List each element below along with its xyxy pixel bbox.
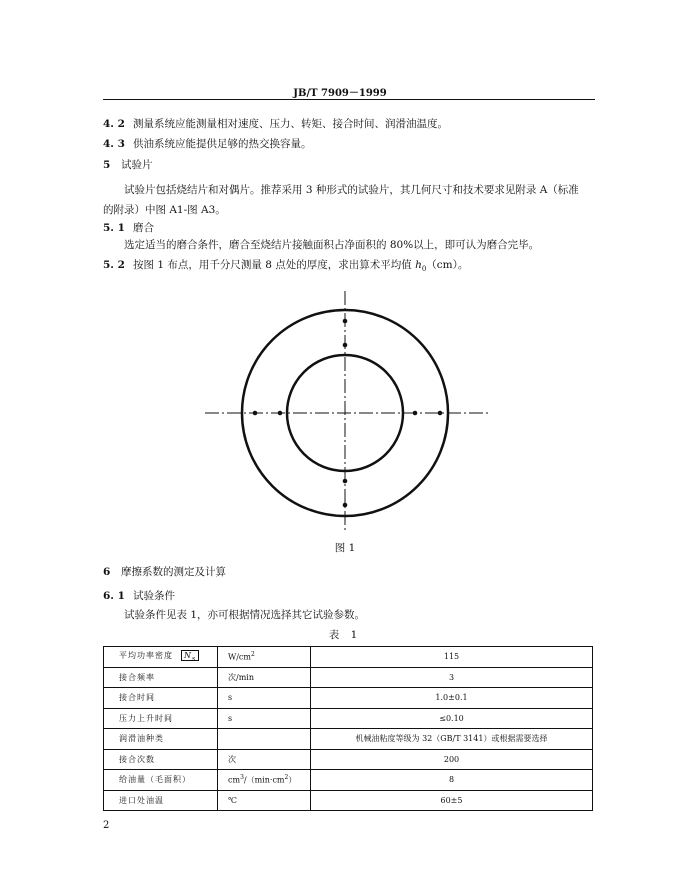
ns-letter: N xyxy=(184,651,192,661)
value-cell: 1.0±0.1 xyxy=(311,688,593,709)
measurement-point xyxy=(343,343,348,348)
row-name: 接合时间 xyxy=(104,688,218,709)
value-cell: 8 xyxy=(311,770,593,791)
measurement-point xyxy=(438,411,443,416)
section-5-1 xyxy=(103,220,154,235)
row-name: 润滑油种类 xyxy=(104,729,218,750)
measurement-point xyxy=(413,411,418,416)
value-cell: 115 xyxy=(311,647,593,668)
section-number: 5. 1 xyxy=(103,222,125,234)
section-number: 4. 3 xyxy=(103,138,125,150)
table-caption: 表 1 xyxy=(328,629,362,641)
variable-h: h xyxy=(415,259,422,271)
paragraph-5-line2: 的附录）中图 A1-图 A3。 xyxy=(103,204,226,216)
table-row xyxy=(104,790,593,811)
ns-subscript: s xyxy=(192,656,197,664)
measurement-point xyxy=(343,479,348,484)
header-rule xyxy=(103,99,595,100)
ns-symbol xyxy=(181,650,199,664)
row-name-cell xyxy=(104,647,218,668)
unit xyxy=(218,729,311,750)
unit: s xyxy=(218,708,311,729)
row-name: 给油量（毛面积） xyxy=(104,770,218,791)
value-cell: ≤0.10 xyxy=(311,708,593,729)
table-row xyxy=(104,749,593,770)
table-row xyxy=(104,770,593,791)
variable-subscript: 0 xyxy=(421,265,427,274)
section-text: 按图 1 布点，用千分尺测量 8 点处的厚度，求出算术平均值 xyxy=(133,259,416,271)
unit-part: cm xyxy=(228,775,241,785)
row-name: 平均功率密度 xyxy=(119,651,173,661)
section-6-1 xyxy=(103,588,175,603)
row-name: 接合次数 xyxy=(104,749,218,770)
section-text: 磨合 xyxy=(133,222,154,234)
unit: ℃ xyxy=(218,790,311,811)
measurement-point xyxy=(343,319,348,324)
unit-superscript: 2 xyxy=(250,651,255,659)
section-text: 供油系统应能提供足够的热交换容量。 xyxy=(133,138,312,150)
header-standard-code: JB/T 7909－1999 xyxy=(293,88,387,99)
page-number: 2 xyxy=(103,820,110,831)
section-6-heading xyxy=(103,564,226,579)
section-number: 4. 2 xyxy=(103,118,125,130)
unit: s xyxy=(218,688,311,709)
section-4-3 xyxy=(103,136,312,151)
figure-caption: 图 1 xyxy=(334,542,356,554)
table-row xyxy=(104,708,593,729)
test-conditions-table xyxy=(103,646,593,811)
value-cell: 机械油粘度等级为 32（GB/T 3141）或根据需要选择 xyxy=(311,729,593,750)
row-name: 压力上升时间 xyxy=(104,708,218,729)
value-cell: 200 xyxy=(311,749,593,770)
value-cell: 60±5 xyxy=(311,790,593,811)
section-text: 测量系统应能测量相对速度、压力、转矩、接合时间、润滑油温度。 xyxy=(133,118,448,130)
table-row xyxy=(104,688,593,709)
section-number: 5. 2 xyxy=(103,259,125,271)
section-number: 6. 1 xyxy=(103,590,125,602)
value-cell: 3 xyxy=(311,667,593,688)
unit-superscript: 2 xyxy=(284,773,289,781)
unit-cell xyxy=(218,647,311,668)
row-name: 进口处油温 xyxy=(104,790,218,811)
figure-1-ring-diagram xyxy=(195,285,495,535)
section-text: 摩擦系数的测定及计算 xyxy=(121,566,226,578)
section-number: 6 xyxy=(103,566,111,578)
section-text-end: （cm）。 xyxy=(426,259,469,271)
row-name: 接合频率 xyxy=(104,667,218,688)
paragraph-6-1: 试验条件见表 1，亦可根据情况选择其它试验参数。 xyxy=(124,609,366,621)
section-text: 试验条件 xyxy=(133,590,175,602)
section-5-2 xyxy=(103,257,468,273)
table-row xyxy=(104,647,593,668)
measurement-point xyxy=(343,503,348,508)
paragraph-5-1: 选定适当的磨合条件，磨合至烧结片接触面积占净面积的 80%以上，即可认为磨合完毕。 xyxy=(124,239,540,251)
section-text: 试验片 xyxy=(121,159,153,171)
section-number: 5 xyxy=(103,159,111,171)
unit: 次 xyxy=(218,749,311,770)
paragraph-5-line1: 试验片包括烧结片和对偶片。推荐采用 3 种形式的试验片，其几何尺寸和技术要求见附录 A（标准 xyxy=(124,184,579,196)
unit-part: /（min·cm xyxy=(243,775,285,785)
unit-cell xyxy=(218,770,311,791)
section-5-heading xyxy=(103,157,153,172)
measurement-point xyxy=(253,411,258,416)
unit-part: ） xyxy=(288,775,297,785)
section-4-2 xyxy=(103,116,448,131)
measurement-point xyxy=(278,411,283,416)
table-row xyxy=(104,729,593,750)
table-row xyxy=(104,667,593,688)
unit-superscript: 3 xyxy=(240,773,244,781)
unit: W/cm xyxy=(228,653,251,663)
unit: 次/min xyxy=(218,667,311,688)
